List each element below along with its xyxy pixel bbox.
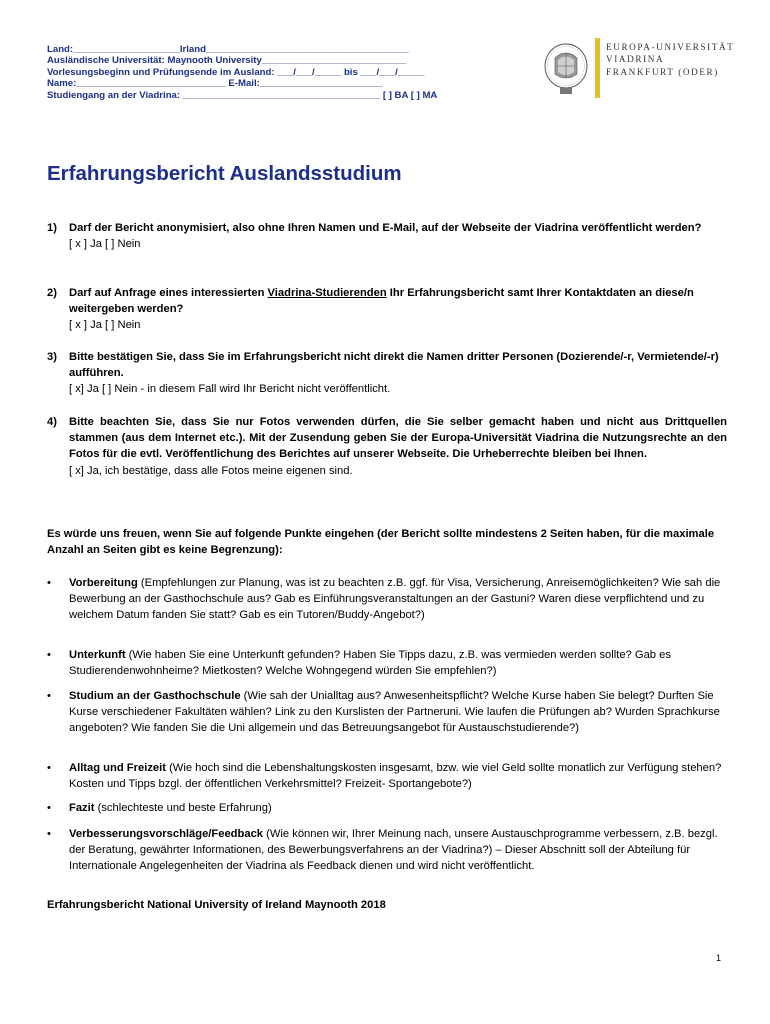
logo-accent-bar [595,38,600,98]
question-4-answer: [ x] Ja, ich bestätige, dass alle Fotos meine eigenen sind. [69,464,353,477]
bullet-icon: • [47,828,51,840]
bullet-icon: • [47,649,51,661]
name-email-field: Name:____________________________ E-Mail:_______________________ [47,78,383,90]
question-1: 1) Darf der Bericht anonymisiert, also ohne Ihren Namen und E-Mail, auf der Webseite der Viadrina veröffentlicht werden? [ x ] Ja [ ] Nein [47,220,727,252]
form-header [47,44,437,101]
page-number: 1 [716,953,722,963]
list-item: • Studium an der Gasthochschule (Wie sah der Unialltag aus? Anwesenheitspflicht? Welche Kurse haben Sie belegt? Durften Sie Kurse verschiedener Fakultäten wählen? Link zu den Kurslisten der Partneruni. Wie laufen die Prüfungen ab? Wurden Sprachkurse angeboten? Wie fanden Sie die Uni allgemein und das Betreuungsangebot für Austauschstudierende?) [47,690,720,735]
topics-intro: Es würde uns freuen, wenn Sie auf folgende Punkte eingehen (der Bericht sollte mindestens 2 Seiten haben, für die maximale Anzahl an Seiten gibt es keine Begrenzung): [47,528,715,557]
foreign-university-field: Ausländische Universität: Maynooth University___________________________ [47,55,406,67]
bullet-icon: • [47,802,51,814]
list-item: • Fazit (schlechteste und beste Erfahrung) [47,800,731,816]
question-3-answer: [ x] Ja [ ] Nein - in diesem Fall wird Ihr Bericht nicht veröffentlicht. [69,383,391,396]
question-4: 4) Bitte beachten Sie, dass Sie nur Fotos verwenden dürfen, die Sie selber gemacht haben und nicht aus Drittquellen stammen (aus dem Internet etc.). Mit der Zusendung geben Sie der Europa-Universität Viadrina die Nutzungsrechte an den Fotos für die evtl. Veröffentlichung des Berichtes auf unserer Webseite. Die Urheberrechte bleiben bei Ihnen. [ x] Ja, ich bestätige, dass alle Fotos meine eigenen sind. [47,414,727,479]
list-item: • Alltag und Freizeit (Wie hoch sind die Lebenshaltungskosten insgesamt, bzw. wie viel Geld sollte monatlich zur Verfügung stehen? Kosten und Tipps bzgl. der öffentlichen Verkehrsmittel? Freizeit- Sportangebote?) [47,762,722,791]
bullet-icon: • [47,577,51,589]
list-item: • Unterkunft (Wie haben Sie eine Unterkunft gefunden? Haben Sie Tipps dazu, z.B. was vermieden werden sollte? Gab es Studierendenwohnheime? Mietkosten? Welche Wohngegend würden Sie empfehlen?) [47,649,671,678]
bullet-icon: • [47,690,51,702]
semester-dates-field: Vorlesungsbeginn und Prüfungsende im Ausland: ___/___/_____ bis ___/___/_____ [47,66,425,78]
question-2: 2) Darf auf Anfrage eines interessierten Viadrina-Studierenden Ihr Erfahrungsbericht samt Ihrer Kontaktdaten an diese/n weitergeben werden? [ x ] Ja [ ] Nein [47,285,727,334]
study-program-field: Studiengang an der Viadrina: _____________________________________ [ ] BA [ ] MA [47,89,438,101]
logo-wordmark: EUROPA-UNIVERSITÄT VIADRINA FRANKFURT (ODER) [606,42,735,77]
question-1-answer: [ x ] Ja [ ] Nein [69,238,141,251]
country-field: Land:____________________Irland______________________________________ [47,44,409,55]
question-3: 3) Bitte bestätigen Sie, dass Sie im Erfahrungsbericht nicht direkt die Namen dritter Personen (Dozierende/-r, Vermietende/-r) aufführen. [ x] Ja [ ] Nein - in diesem Fall wird Ihr Bericht nicht veröffentlicht. [47,349,727,398]
report-footer: Erfahrungsbericht National University of Ireland Maynooth 2018 [47,899,386,911]
bullet-icon: • [47,762,51,774]
list-item: • Verbesserungsvorschläge/Feedback (Wie können wir, Ihrer Meinung nach, unsere Austauschprogramme verbessern, z.B. bezgl. der Beratung, gewährter Informationen, des Bewerbungsverfahrens an der Viadrina?) – Dieser Abschnitt soll der Abteilung für Internationale Angelegenheiten der Viadrina als Feedback dienen und wird nicht veröffentlicht. [47,828,718,873]
university-logo [543,38,733,100]
seal-icon [543,40,589,98]
list-item: • Vorbereitung (Empfehlungen zur Planung, was ist zu beachten z.B. ggf. für Visa, Versicherung, Anreisemöglichkeiten? Wie sah die Bewerbung an der Gasthochschule aus? Gab es Einführungsveranstaltungen an der Gastuni? Waren diese verpflichtend und zu welchem Datum fanden Sie statt? Gab es ein Tutoren/Buddy-Angebot?) [47,577,721,622]
page-title: Erfahrungsbericht Auslandsstudium [47,162,402,185]
question-2-answer: [ x ] Ja [ ] Nein [69,319,141,332]
